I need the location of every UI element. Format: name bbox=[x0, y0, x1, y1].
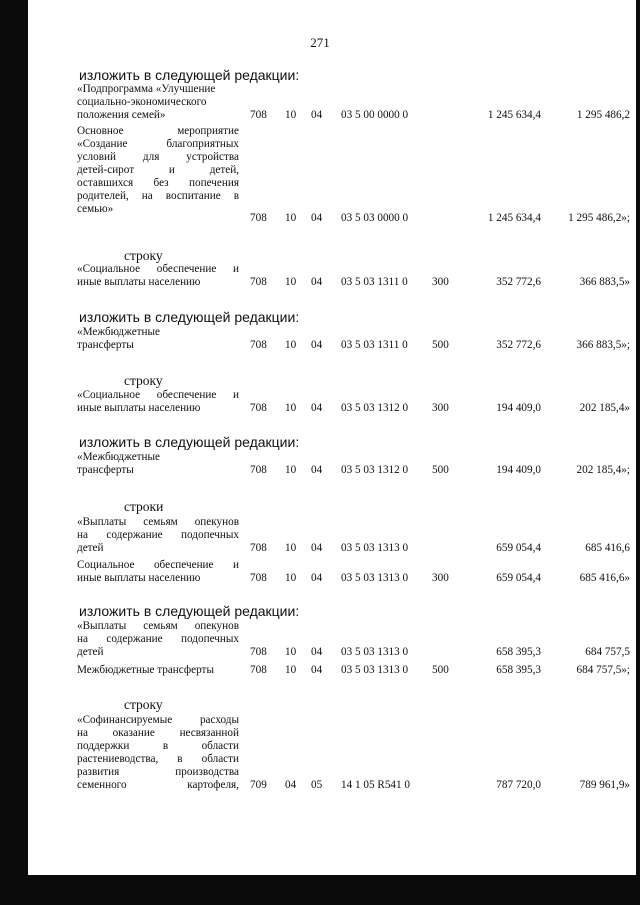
cell-csr: 03 5 03 0000 0 bbox=[341, 212, 409, 224]
cell-vr: 500 bbox=[432, 339, 449, 351]
cell-rz: 04 bbox=[285, 779, 297, 791]
cell-prz: 04 bbox=[311, 212, 323, 224]
cell-vr: 300 bbox=[432, 402, 449, 414]
row-name-line: родителей, на воспитание в bbox=[77, 190, 239, 202]
scan-border-bottom bbox=[0, 875, 640, 905]
cell-year1: 352 772,6 bbox=[496, 276, 541, 288]
cell-csr: 03 5 03 1313 0 bbox=[341, 646, 409, 658]
scan-border-left bbox=[0, 0, 28, 905]
cell-rz: 10 bbox=[285, 276, 297, 288]
cell-ved: 709 bbox=[250, 779, 267, 791]
cell-year1: 658 395,3 bbox=[496, 664, 541, 676]
row-name-line: «Выплаты семьям опекунов bbox=[77, 620, 239, 632]
row-name bbox=[77, 451, 239, 477]
cell-rz: 10 bbox=[285, 109, 297, 121]
row-name-line: детей bbox=[77, 646, 104, 658]
row-name-line: Социальное обеспечение и bbox=[77, 559, 239, 571]
scan-border-right bbox=[636, 0, 640, 905]
instruction-replace: изложить в следующей редакции: bbox=[79, 309, 300, 325]
cell-year2: 202 185,4»; bbox=[576, 464, 630, 476]
cell-csr: 03 5 03 1313 0 bbox=[341, 542, 409, 554]
row-name-line: детей-сирот и детей, bbox=[77, 164, 239, 176]
row-name bbox=[77, 714, 239, 792]
row-name-line: положения семей» bbox=[77, 109, 166, 121]
row-name-line: иные выплаты населению bbox=[77, 276, 201, 288]
row-name bbox=[77, 263, 239, 289]
cell-csr: 03 5 03 1313 0 bbox=[341, 572, 409, 584]
row-name-line: на содержание подопечных bbox=[77, 633, 239, 645]
row-name-line: «Софинансируемые расходы bbox=[77, 714, 239, 726]
cell-year1: 787 720,0 bbox=[496, 779, 541, 791]
cell-prz: 04 bbox=[311, 464, 323, 476]
cell-rz: 10 bbox=[285, 572, 297, 584]
cell-ved: 708 bbox=[250, 572, 267, 584]
cell-rz: 10 bbox=[285, 212, 297, 224]
row-name bbox=[77, 559, 239, 585]
row-name-line: «Выплаты семьям опекунов bbox=[77, 516, 239, 528]
row-name-line: семенного картофеля, bbox=[77, 779, 239, 791]
cell-year2: 684 757,5»; bbox=[576, 664, 630, 676]
cell-ved: 708 bbox=[250, 646, 267, 658]
cell-year1: 659 054,4 bbox=[496, 542, 541, 554]
cell-rz: 10 bbox=[285, 664, 297, 676]
cell-year1: 658 395,3 bbox=[496, 646, 541, 658]
cell-prz: 04 bbox=[311, 276, 323, 288]
cell-prz: 04 bbox=[311, 542, 323, 554]
cell-year2: 202 185,4» bbox=[579, 402, 630, 414]
cell-rz: 10 bbox=[285, 339, 297, 351]
cell-year2: 684 757,5 bbox=[585, 646, 630, 658]
cell-csr: 14 1 05 R541 0 bbox=[341, 779, 410, 791]
cell-csr: 03 5 03 1313 0 bbox=[341, 664, 409, 676]
cell-year1: 352 772,6 bbox=[496, 339, 541, 351]
row-name-line: трансферты bbox=[77, 339, 134, 351]
cell-prz: 04 bbox=[311, 572, 323, 584]
page-number: 271 bbox=[310, 35, 330, 50]
row-name-line: «Межбюджетные bbox=[77, 326, 161, 338]
cell-prz: 04 bbox=[311, 646, 323, 658]
instruction-replace: изложить в следующей редакции: bbox=[79, 434, 300, 450]
row-name-line: социально-экономического bbox=[77, 96, 207, 108]
row-name-line: растениеводства, в области bbox=[77, 753, 239, 765]
cell-csr: 03 5 03 1311 0 bbox=[341, 276, 408, 288]
cell-ved: 708 bbox=[250, 109, 267, 121]
cell-vr: 300 bbox=[432, 276, 449, 288]
row-name bbox=[77, 516, 239, 555]
cell-csr: 03 5 03 1311 0 bbox=[341, 339, 408, 351]
row-name bbox=[77, 620, 239, 659]
cell-ved: 708 bbox=[250, 212, 267, 224]
instruction-row: строку bbox=[124, 373, 163, 388]
cell-ved: 708 bbox=[250, 276, 267, 288]
cell-vr: 500 bbox=[432, 664, 449, 676]
cell-prz: 04 bbox=[311, 109, 323, 121]
cell-vr: 300 bbox=[432, 572, 449, 584]
row-name-line: иные выплаты населению bbox=[77, 572, 201, 584]
row-name-line: «Подпрограмма «Улучшение bbox=[77, 83, 216, 95]
cell-csr: 03 5 03 1312 0 bbox=[341, 402, 409, 414]
cell-csr: 03 5 00 0000 0 bbox=[341, 109, 409, 121]
cell-ved: 708 bbox=[250, 664, 267, 676]
row-name-line: детей bbox=[77, 542, 104, 554]
cell-year2: 1 295 486,2»; bbox=[568, 212, 630, 224]
row-name-line: «Социальное обеспечение и bbox=[77, 263, 239, 275]
cell-ved: 708 bbox=[250, 542, 267, 554]
cell-csr: 03 5 03 1312 0 bbox=[341, 464, 409, 476]
row-name-line: трансферты bbox=[77, 464, 134, 476]
instruction-row: строку bbox=[124, 248, 163, 263]
row-name-line: Межбюджетные трансферты bbox=[77, 664, 214, 676]
instruction-replace: изложить в следующей редакции: bbox=[79, 603, 300, 619]
row-name bbox=[77, 389, 239, 415]
cell-prz: 04 bbox=[311, 339, 323, 351]
row-name-line: условий для устройства bbox=[77, 151, 239, 163]
cell-year2: 685 416,6» bbox=[579, 572, 630, 584]
cell-prz: 05 bbox=[311, 779, 323, 791]
row-name-line: оставшихся без попечения bbox=[77, 177, 239, 189]
instruction-row: строку bbox=[124, 697, 163, 712]
cell-year2: 685 416,6 bbox=[585, 542, 630, 554]
cell-ved: 708 bbox=[250, 339, 267, 351]
cell-rz: 10 bbox=[285, 464, 297, 476]
row-name bbox=[77, 125, 239, 216]
row-name-line: «Социальное обеспечение и bbox=[77, 389, 239, 401]
instruction-rows: строки bbox=[124, 499, 164, 514]
row-name-line: «Межбюджетные bbox=[77, 451, 161, 463]
cell-year1: 194 409,0 bbox=[496, 402, 541, 414]
cell-year2: 366 883,5»; bbox=[576, 339, 630, 351]
cell-year2: 366 883,5» bbox=[579, 276, 630, 288]
row-name bbox=[77, 326, 239, 352]
cell-prz: 04 bbox=[311, 664, 323, 676]
row-name-line: на содержание подопечных bbox=[77, 529, 239, 541]
cell-year1: 659 054,4 bbox=[496, 572, 541, 584]
instruction-replace: изложить в следующей редакции: bbox=[79, 67, 300, 83]
cell-year2: 1 295 486,2 bbox=[576, 109, 630, 121]
row-name-line: семью» bbox=[77, 203, 114, 215]
row-name-line: поддержки в области bbox=[77, 740, 239, 752]
cell-rz: 10 bbox=[285, 402, 297, 414]
cell-year1: 1 245 634,4 bbox=[487, 109, 541, 121]
row-name-line: развития производства bbox=[77, 766, 239, 778]
row-name-line: «Создание благоприятных bbox=[77, 138, 239, 150]
cell-year1: 1 245 634,4 bbox=[487, 212, 541, 224]
row-name bbox=[77, 664, 239, 677]
cell-year2: 789 961,9» bbox=[579, 779, 630, 791]
row-name-line: на оказание несвязанной bbox=[77, 727, 239, 739]
cell-year1: 194 409,0 bbox=[496, 464, 541, 476]
row-name bbox=[77, 83, 239, 122]
cell-prz: 04 bbox=[311, 402, 323, 414]
cell-ved: 708 bbox=[250, 402, 267, 414]
cell-vr: 500 bbox=[432, 464, 449, 476]
cell-rz: 10 bbox=[285, 646, 297, 658]
cell-ved: 708 bbox=[250, 464, 267, 476]
cell-rz: 10 bbox=[285, 542, 297, 554]
row-name-line: Основное мероприятие bbox=[77, 125, 239, 137]
row-name-line: иные выплаты населению bbox=[77, 402, 201, 414]
